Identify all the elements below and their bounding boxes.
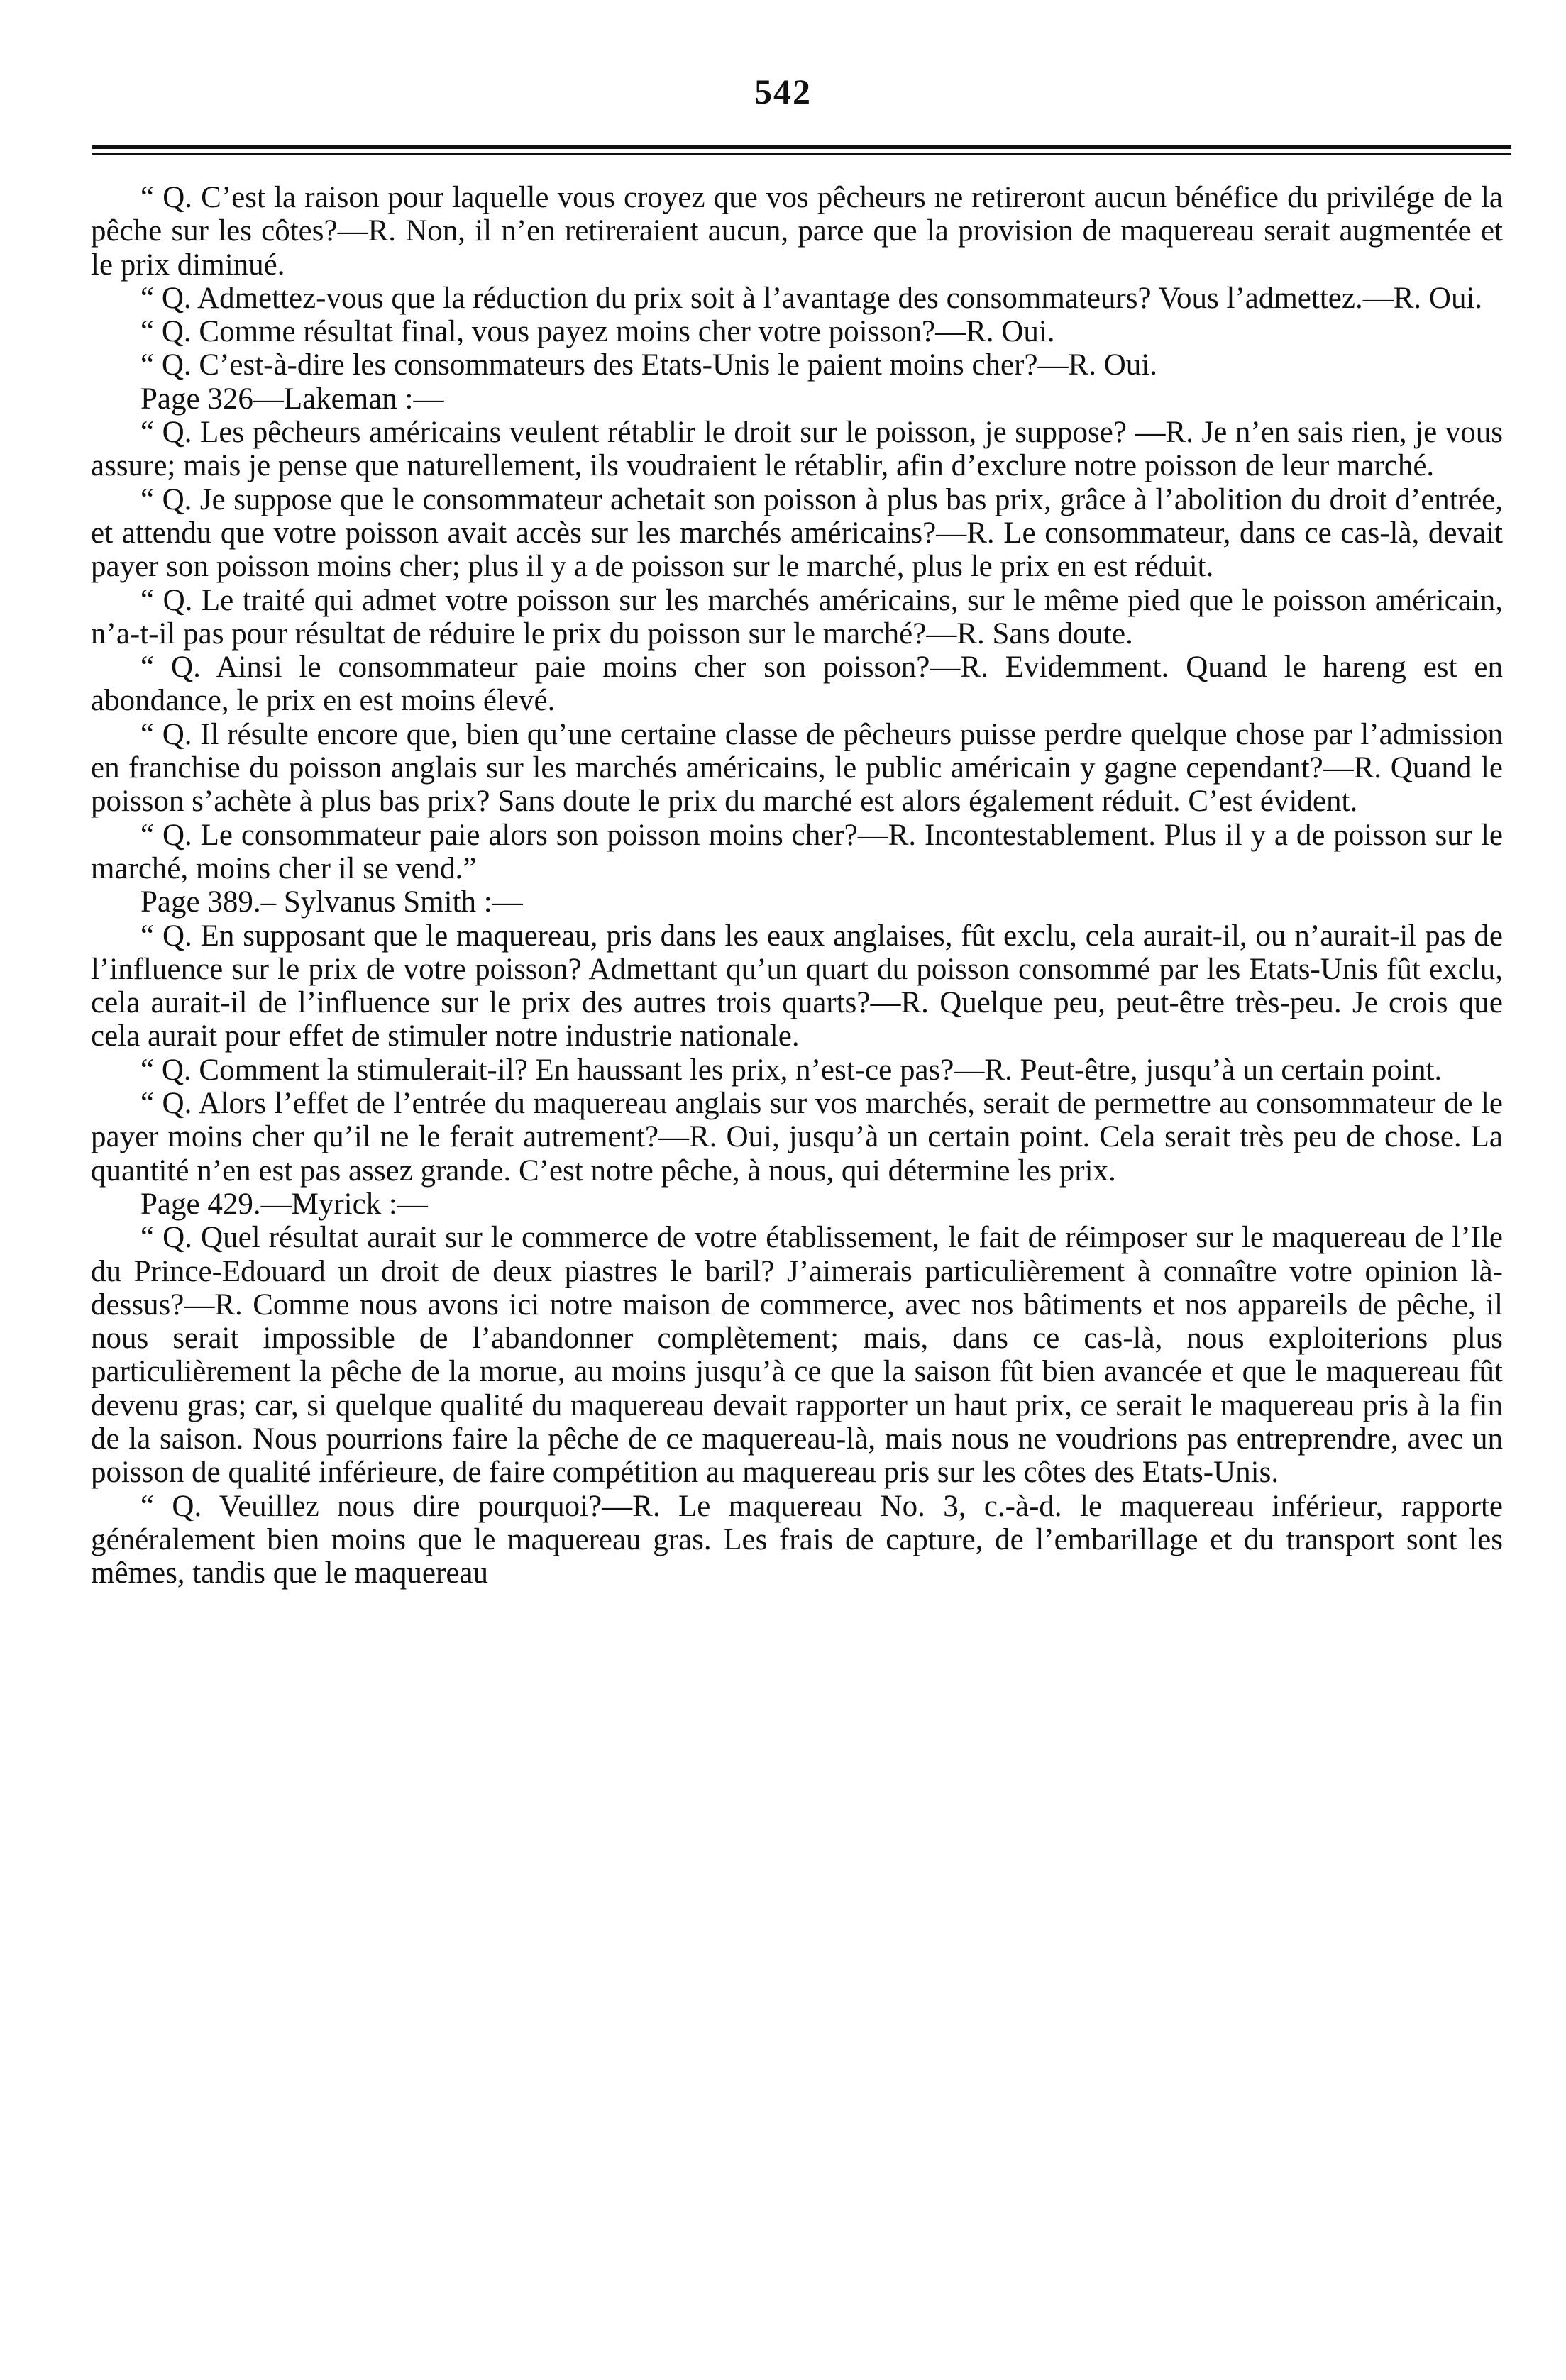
section-heading-myrick: Page 429.—Myrick :— — [140, 1187, 428, 1221]
paragraph: “ Q. C’est la raison pour laquelle vous croyez que vos pêcheurs ne retireront aucun bénéfice du privilége de la pêche sur les côtes?—R. Non, il n’en retireraient aucun, parce que la provision de maquereau serait augmentée et le prix diminué. — [91, 181, 1503, 282]
paragraph: “ Q. En supposant que le maquereau, pris dans les eaux anglaises, fût exclu, cela aurait-il, ou n’aurait-il pas de l’influence sur le prix de votre poisson? Admettant qu’un quart du poisson consommé par les Etats-Unis fût exclu, cela aurait-il de l’influence sur le prix des autres trois quarts?—R. Quelque peu, peut-être très-peu. Je crois que cela aurait pour effet de stimuler notre industrie nationale. — [91, 919, 1503, 1053]
paragraph: “ Q. Je suppose que le consommateur achetait son poisson à plus bas prix, grâce à l’abolition du droit d’entrée, et attendu que votre poisson avait accès sur les marchés américains?—R. Le consommateur, dans ce cas-là, devait payer son poisson moins cher; plus il y a de poisson sur le marché, plus le prix en est réduit. — [91, 482, 1503, 584]
page-number: 542 — [754, 72, 812, 111]
paragraph: “ Q. Il résulte encore que, bien qu’une certaine classe de pêcheurs puisse perdre quelque chose par l’admission en franchise du poisson anglais sur les marchés américains, le public américain y gagne cependant?—R. Quand le poisson s’achète à plus bas prix? Sans doute le prix du marché est alors également réduit. C’est évident. — [91, 717, 1503, 819]
paragraph: “ Q. Comme résultat final, vous payez moins cher votre poisson?—R. Oui. — [140, 315, 1055, 349]
paragraph: “ Q. Quel résultat aurait sur le commerce de votre établissement, le fait de réimposer sur le maquereau de l’Ile du Prince-Edouard un droit de deux piastres le baril? J’aimerais particulièrement à connaître votre opinion là-dessus?—R. Comme nous avons ici notre maison de commerce, avec nos bâtiments et nos appareils de pêche, il nous serait impossible de l’abandonner complètement; mais, dans ce cas-là, nous exploiterions plus particulièrement la pêche de la morue, au moins jusqu’à ce que la saison fût bien avancée et que le maquereau fût devenu gras; car, si quelque qualité du maquereau devait rapporter un haut prix, ce serait le maquereau pris à la fin de la saison. Nous pourrions faire la pêche de ce maquereau-là, mais nous ne voudrions pas entreprendre, avec un poisson de qualité inférieure, de faire compétition au maquereau pris sur les côtes des Etats-Unis. — [91, 1221, 1503, 1490]
paragraph: “ Q. Les pêcheurs américains veulent rétablir le droit sur le poisson, je suppose? —R. Je n’en sais rien, je vous assure; mais je pense que naturellement, ils voudraient le rétablir, afin d’exclure notre poisson de leur marché. — [91, 416, 1503, 483]
header-rule-thick — [92, 145, 1511, 149]
page-body — [91, 181, 1503, 1590]
paragraph: “ Q. C’est-à-dire les consommateurs des Etats-Unis le paient moins cher?—R. Oui. — [140, 348, 1157, 382]
paragraph: “ Q. Le traité qui admet votre poisson sur les marchés américains, sur le même pied que le poisson américain, n’a-t-il pas pour résultat de réduire le prix du poisson sur le marché?—R. Sans doute. — [91, 583, 1503, 651]
paragraph: “ Q. Le consommateur paie alors son poisson moins cher?—R. Incontestablement. Plus il y a de poisson sur le marché, moins cher il se vend.” — [91, 818, 1503, 885]
paragraph: “ Q. Ainsi le consommateur paie moins cher son poisson?—R. Evidemment. Quand le hareng est en abondance, le prix en est moins élevé. — [91, 651, 1503, 718]
paragraph: “ Q. Veuillez nous dire pourquoi?—R. Le maquereau No. 3, c.-à-d. le maquereau inférieur, rapporte généralement bien moins que le maquereau gras. Les frais de capture, de l’embarillage et du transport sont les mêmes, tandis que le maquereau — [91, 1489, 1503, 1590]
paragraph: “ Q. Admettez-vous que la réduction du prix soit à l’avantage des consommateurs? Vous l’admettez.—R. Oui. — [140, 281, 1483, 315]
section-heading-sylvanus-smith: Page 389.– Sylvanus Smith :— — [140, 885, 523, 919]
header-rule-thin — [92, 153, 1511, 155]
paragraph: “ Q. Comment la stimulerait-il? En haussant les prix, n’est-ce pas?—R. Peut-être, jusqu’à un certain point. — [140, 1053, 1443, 1087]
section-heading-lakeman: Page 326—Lakeman :— — [140, 382, 444, 416]
paragraph: “ Q. Alors l’effet de l’entrée du maquereau anglais sur vos marchés, serait de permettre au consommateur de le payer moins cher qu’il ne le ferait autrement?—R. Oui, jusqu’à un certain point. Cela serait très peu de chose. La quantité n’en est pas assez grande. C’est notre pêche, à nous, qui détermine les prix. — [91, 1087, 1503, 1188]
